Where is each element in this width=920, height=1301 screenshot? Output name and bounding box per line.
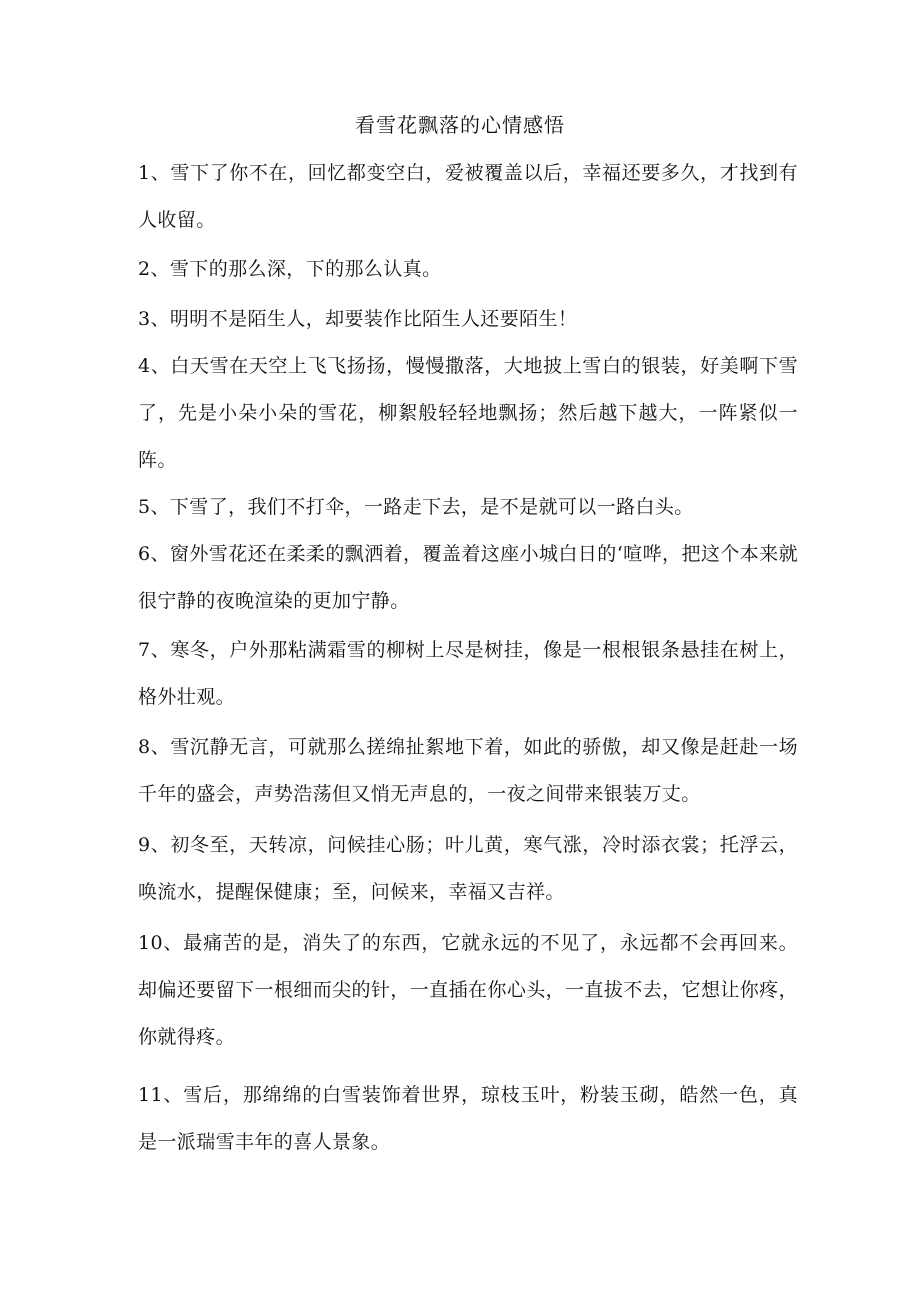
paragraph-2: 2、雪下的那么深，下的那么认真。 <box>138 258 442 280</box>
paragraph-11: 11、雪后，那绵绵的白雪装饰着世界，琼枝玉叶，粉装玉砌，皓然一色，真是一派瑞雪丰年的喜人景象。 <box>138 1084 798 1153</box>
paragraph-3: 3、明明不是陌生人，却要装作比陌生人还要陌生！ <box>138 308 578 330</box>
paragraph-9: 9、初冬至，天转凉，问候挂心肠；叶儿黄，寒气涨，冷时添衣裳；托浮云，唤流水，提醒保健康；至，问候来，幸福又吉祥。 <box>138 834 798 903</box>
paragraph-6: 6、窗外雪花还在柔柔的飘洒着，覆盖着这座小城白日的‘喧哗，把这个本来就很宁静的夜晚渲染的更加宁静。 <box>138 543 798 612</box>
paragraph-4: 4、白天雪在天空上飞飞扬扬，慢慢撒落，大地披上雪白的银装，好美啊下雪了，先是小朵小朵的雪花，柳絮般轻轻地飘扬；然后越下越大，一阵紧似一阵。 <box>138 355 798 471</box>
paragraph-8: 8、雪沉静无言，可就那么搓绵扯絮地下着，如此的骄傲，却又像是赶赴一场千年的盛会，声势浩荡但又悄无声息的，一夜之间带来银装万丈。 <box>138 736 798 805</box>
paragraph-7: 7、寒冬，户外那粘满霜雪的柳树上尽是树挂，像是一根根银条悬挂在树上，格外壮观。 <box>138 639 798 708</box>
paragraph-5: 5、下雪了，我们不打伞，一路走下去，是不是就可以一路白头。 <box>138 496 694 518</box>
paragraph-10: 10、最痛苦的是，消失了的东西，它就永远的不见了，永远都不会再回来。却偏还要留下一根细而尖的针，一直插在你心头，一直拔不去，它想让你疼，你就得疼。 <box>138 932 798 1048</box>
document-title: 看雪花飘落的心情感悟 <box>355 113 565 137</box>
paragraph-1: 1、雪下了你不在，回忆都变空白，爱被覆盖以后，幸福还要多久，才找到有人收留。 <box>138 162 798 231</box>
